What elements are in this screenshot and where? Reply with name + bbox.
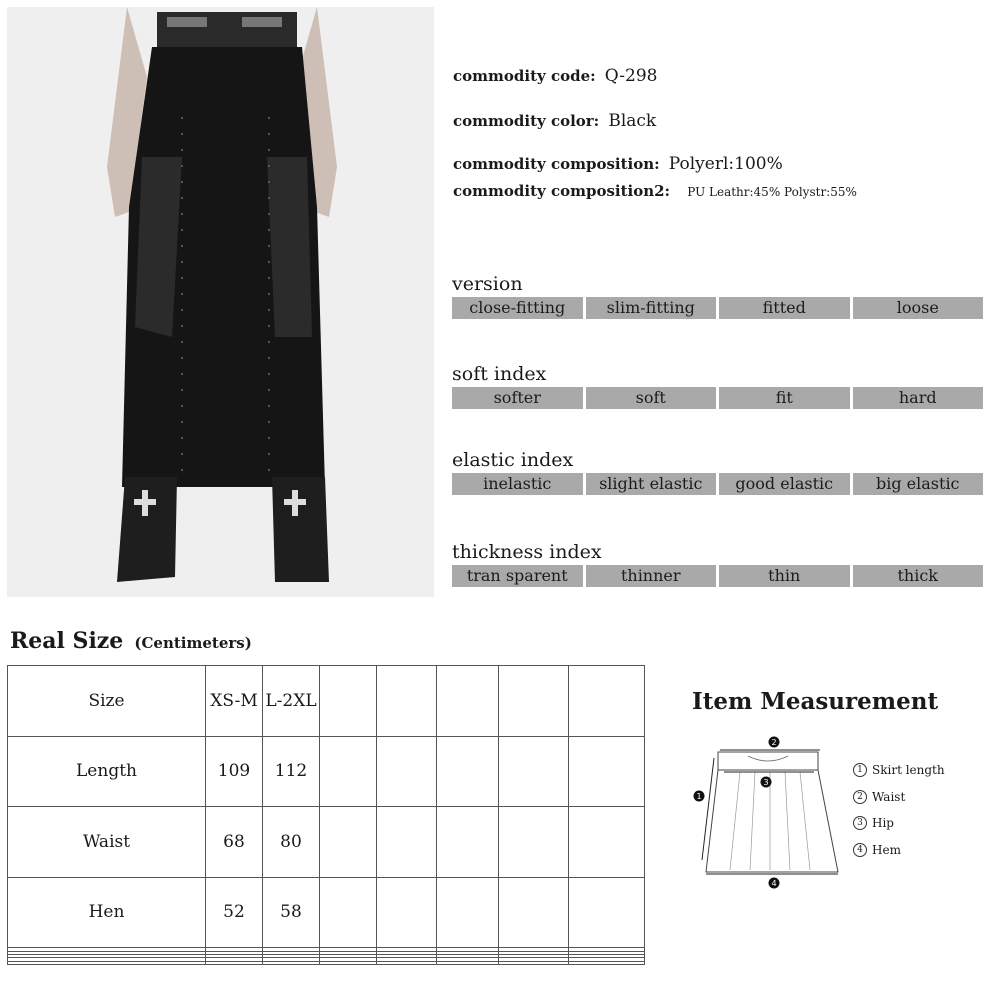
table-cell [437,666,499,737]
index-option: big elastic [853,473,984,495]
index-elastic [452,449,983,495]
table-cell [499,877,569,948]
mark-1: 1 [696,792,702,801]
table-cell [377,807,437,878]
table-cell: Waist [8,807,206,878]
index-option: close-fitting [452,297,583,319]
index-option: softer [452,387,583,409]
index-options [452,565,983,587]
table-cell: 80 [263,807,320,878]
table-cell [499,807,569,878]
code-label: commodity code: [453,67,596,85]
index-option: fit [719,387,850,409]
table-row [8,807,645,878]
index-option: hard [853,387,984,409]
table-cell: 52 [206,877,263,948]
table-cell [499,961,569,964]
legend-label: Hip [872,816,894,831]
legend-number: 2 [853,790,867,804]
legend-item [853,757,945,784]
table-cell: Size [8,666,206,737]
mark-4: 4 [771,879,777,888]
table-cell [437,807,499,878]
index-option: fitted [719,297,850,319]
legend-label: Waist [872,789,906,804]
table-cell: L-2XL [263,666,320,737]
legend-number: 3 [853,816,867,830]
index-title: thickness index [452,541,602,563]
table-row [8,961,645,964]
index-title: version [452,273,523,295]
color-value: Black [608,111,657,131]
table-cell [499,736,569,807]
table-cell [377,961,437,964]
table-cell [499,666,569,737]
table-cell [320,736,377,807]
size-unit: (Centimeters) [134,634,252,652]
table-row [8,736,645,807]
legend-label: Hem [872,842,901,857]
index-option: good elastic [719,473,850,495]
table-cell: 112 [263,736,320,807]
table-cell [437,877,499,948]
table-cell [569,961,645,964]
legend-number: 4 [853,843,867,857]
table-cell [206,961,263,964]
table-cell [437,736,499,807]
composition-label: commodity composition: [453,155,660,173]
table-cell: 109 [206,736,263,807]
spec-color [453,111,656,131]
index-option: thick [853,565,984,587]
table-row [8,666,645,737]
table-cell [377,666,437,737]
composition2-value: PU Leathr:45% Polystr:55% [687,185,857,199]
mark-3: 3 [763,778,769,787]
size-table [7,665,645,965]
table-cell [320,666,377,737]
legend-item [853,810,945,837]
index-title: soft index [452,363,547,385]
table-cell [320,807,377,878]
spec-composition [453,154,783,174]
table-cell [8,961,206,964]
mark-2: 2 [771,738,777,747]
table-cell [377,877,437,948]
table-cell [569,807,645,878]
table-row [8,877,645,948]
table-cell [320,961,377,964]
index-options [452,297,983,319]
measurement-legend [853,757,945,863]
size-title: Real Size [10,628,124,654]
index-soft [452,363,983,409]
index-option: inelastic [452,473,583,495]
index-options [452,473,983,495]
legend-label: Skirt length [872,763,945,778]
index-option: thinner [586,565,717,587]
spec-code [453,66,658,86]
table-cell [569,877,645,948]
table-cell: 58 [263,877,320,948]
index-option: loose [853,297,984,319]
table-cell: Hen [8,877,206,948]
table-cell [569,666,645,737]
table-cell: Length [8,736,206,807]
index-title: elastic index [452,449,574,471]
table-cell: 68 [206,807,263,878]
index-options [452,387,983,409]
index-option: tran sparent [452,565,583,587]
composition-value: Polyerl:100% [668,154,783,174]
product-photo [7,7,434,597]
index-option: slight elastic [586,473,717,495]
index-version [452,273,983,319]
table-cell [377,736,437,807]
legend-item [853,837,945,864]
legend-item [853,784,945,811]
table-cell [569,736,645,807]
size-heading [10,628,252,654]
index-option: slim-fitting [586,297,717,319]
index-thickness [452,541,983,587]
composition2-label: commodity composition2: [453,182,671,200]
table-cell [320,877,377,948]
index-option: soft [586,387,717,409]
table-cell [437,961,499,964]
spec-composition2 [453,181,857,200]
skirt-diagram [690,732,850,892]
code-value: Q-298 [604,66,658,86]
measurement-title: Item Measurement [692,688,939,715]
color-label: commodity color: [453,112,600,130]
legend-number: 1 [853,763,867,777]
index-option: thin [719,565,850,587]
table-cell: XS-M [206,666,263,737]
table-cell [263,961,320,964]
